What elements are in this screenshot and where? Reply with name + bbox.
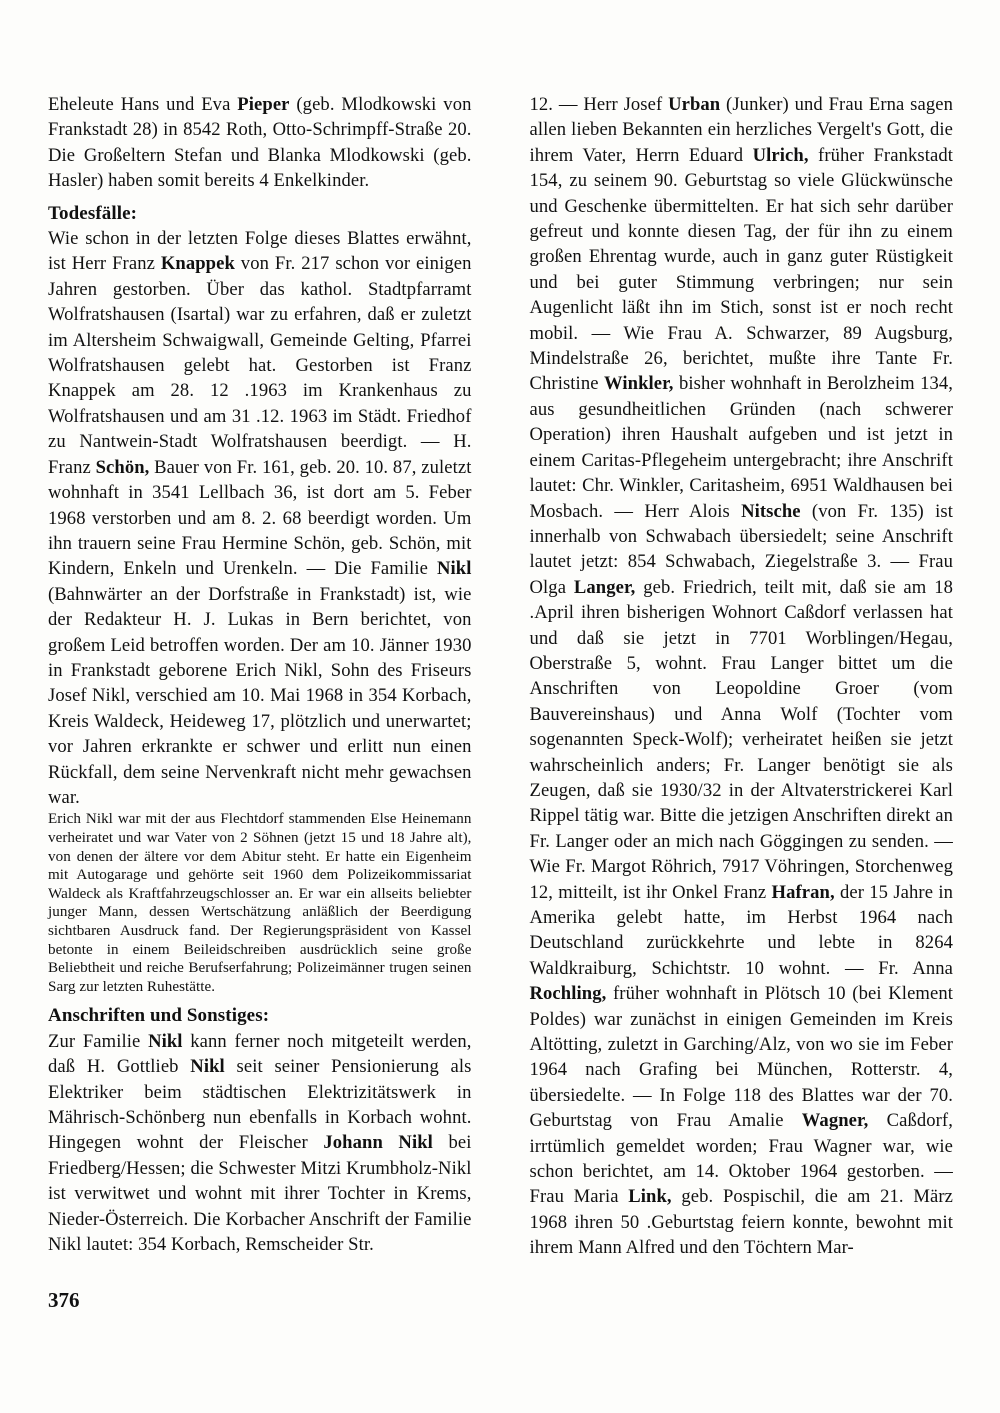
two-column-text-body: [48, 92, 953, 1261]
left-column: [48, 92, 472, 1261]
paragraph-urban-continued: 12. — Herr Josef Urban (Junker) und Frau Erna sagen allen lieben Bekannten ein herzliches Vergelt's Gott, die ihrem Vater, Herrn Eduard Ulrich, früher Frankstadt 154, zu seinem 90. Geburtstag so viele Glückwünsche und Geschenke übermittelten. Er hat sich sehr darüber gefreut und konnte diesen Tag, der für ihn zu einem großen Ehrentag wurde, auch in ganz guter Rüstigkeit und bei guter Stimmung verbringen; nur sein Augenlicht läßt ihn im Stich, sonst ist er noch recht mobil. — Wie Frau A. Schwarzer, 89 Augsburg, Mindelstraße 26, berichtet, mußte ihre Tante Fr. Christine Winkler, bisher wohnhaft in Berolzheim 134, aus gesundheitlichen Gründen (nach schwerer Operation) ihren Haushalt aufgeben und ist jetzt in einem Caritas-Pflegeheim untergebracht; ihre Anschrift lautet: Chr. Winkler, Caritasheim, 6951 Waldhausen bei Mosbach. — Herr Alois Nitsche (von Fr. 135) ist innerhalb von Schwabach übersiedelt; seine Anschrift lautet jetzt: 854 Schwabach, Ziegelstraße 3. — Frau Olga Langer, geb. Friedrich, teilt mit, daß sie am 18 .April ihren bisherigen Wohnort Caßdorf verlassen hat und daß sie jetzt in 7701 Worblingen/Hegau, Oberstraße 5, wohnt. Frau Langer bittet um die Anschriften von Leopoldine Groer (vom Bauvereinshaus) und Anna Wolf (Tochter vom sogenannten Speck-Wolf); verheiratet heißen sie jetzt wahrscheinlich anders; Fr. Langer benötigt sie als Zeugen, daß sie 1930/32 in der Altvaterstrickerei Karl Rippel tätig war. Bitte die jetzigen Anschriften direkt an Fr. Langer oder an mich nach Göggingen zu senden. — Wie Fr. Margot Röhrich, 7917 Vöhringen, Storchenweg 12, mitteilt, ist ihr Onkel Franz Hafran, der 15 Jahre in Amerika gelebt hatte, im Herbst 1964 nach Deutschland zurückkehrte und lebte in 8264 Waldkraiburg, Schichtstr. 10 wohnt. — Fr. Anna Rochling, früher wohnhaft in Plötsch 10 (bei Klement Poldes) war zunächst in einigen Gemeinden im Kreis Altötting, zuletzt in Garching/Alz, von wo sie im Feber 1964 nach Grafing bei München, Rotterstr. 4, übersiedelte. — In Folge 118 des Blattes war der 70. Geburtstag von Frau Amalie Wagner, Caßdorf, irrtümlich gemeldet worden; Frau Wagner war, wie schon berichtet, am 14. Oktober 1964 gestorben. — Frau Maria Link, geb. Pospischil, die am 21. März 1968 ihren 50 .Geburtstag feiern konnte, bewohnt mit ihrem Mann Alfred und den Töchtern Mar-: [529, 94, 954, 1259]
paragraph-todesfaelle-body: Wie schon in der letzten Folge dieses Blattes erwähnt, ist Herr Franz Knappek von Fr. 217 schon vor einigen Jahren gestorben. Über das kathol. Stadtpfarramt Wolfratshausen (Isartal) war zu erfahren, daß er zuletzt im Altersheim Schwaigwall, Gemeinde Gelting, Pfarrei Wolfratshausen gelebt hat. Gestorben ist Franz Knappek am 28. 12 .1963 im Krankenhaus zu Wolfratshausen und am 31 .12. 1963 im Städt. Friedhof zu Nantwein-Stadt Wolfratshausen beerdigt. — H. Franz Schön, Bauer von Fr. 161, geb. 20. 10. 87, zuletzt wohnhaft in 3541 Lellbach 36, ist dort am 5. Feber 1968 verstorben und am 8. 2. 68 beerdigt worden. Um ihn trauern seine Frau Hermine Schön, geb. Schön, mit Kindern, Enkeln und Urenkeln. — Die Familie Nikl (Bahnwärter an der Dorfstraße in Frankstadt) ist, wie der Redakteur H. J. Lukas in Bern berichtet, von großem Leid betroffen worden. Der am 10. Jänner 1930 in Frankstadt geborene Erich Nikl, Sohn des Friseurs Josef Nikl, verschied am 10. Mai 1968 in 354 Korbach, Kreis Waldeck, Heideweg 17, plötzlich und unerwartet; vor Jahren erkrankte er schwer und erlitt nun einen Rückfall, dem seine Nervenkraft nicht mehr gewachsen war.: [48, 228, 472, 808]
heading-anschriften-sonstiges: Anschriften und Sonstiges:: [48, 1005, 270, 1027]
right-column: [530, 92, 954, 1261]
paragraph-anschriften-body: Zur Familie Nikl kann ferner noch mitgeteilt werden, daß H. Gottlieb Nikl seit seiner Pensionierung als Elektriker beim städtischen Elektrizitätswerk in Mährisch-Schönberg nun ebenfalls in Korbach wohnt. Hingegen wohnt der Fleischer Johann Nikl bei Friedberg/Hessen; die Schwester Mitzi Krumbholz-Nikl ist verwitwet und wohnt mit ihrer Tochter in Krems, Nieder-Österreich. Die Korbacher Anschrift der Familie Nikl lautet: 354 Korbach, Remscheider Str.: [48, 1030, 472, 1255]
paragraph-pieper: Eheleute Hans und Eva Pieper (geb. Mlodkowski von Frankstadt 28) in 8542 Roth, Otto-Schrimpff-Straße 20. Die Großeltern Stefan und Blanka Mlodkowski (geb. Hasler) haben somit bereits 4 Enkelkinder.: [48, 94, 472, 192]
paragraph-erich-nikl-note: Erich Nikl war mit der aus Flechtdorf stammenden Else Heinemann verheiratet und war Vater von 2 Söhnen (jetzt 15 und 18 Jahre alt), von denen der ältere vor dem Abitur steht. Er hatte ein Eigenheim mit Autogarage und gehörte seit 1960 dem Polizeikommissariat Waldeck als Kraftfahrzeugschlosser an. Er war ein allseits beliebter junger Mann, dessen Wertschätzung anläßlich der Beerdigung sichtbaren Ausdruck fand. Der Regierungspräsident von Kassel betonte in einem Beileidschreiben ausdrücklich seine große Beliebtheit und reiche Berufserfahrung; Polizeimänner trugen seinen Sarg zur letzten Ruhestätte.: [48, 811, 472, 995]
heading-todesfaelle: Todesfälle:: [48, 202, 138, 224]
page-number: 376: [48, 1288, 80, 1312]
